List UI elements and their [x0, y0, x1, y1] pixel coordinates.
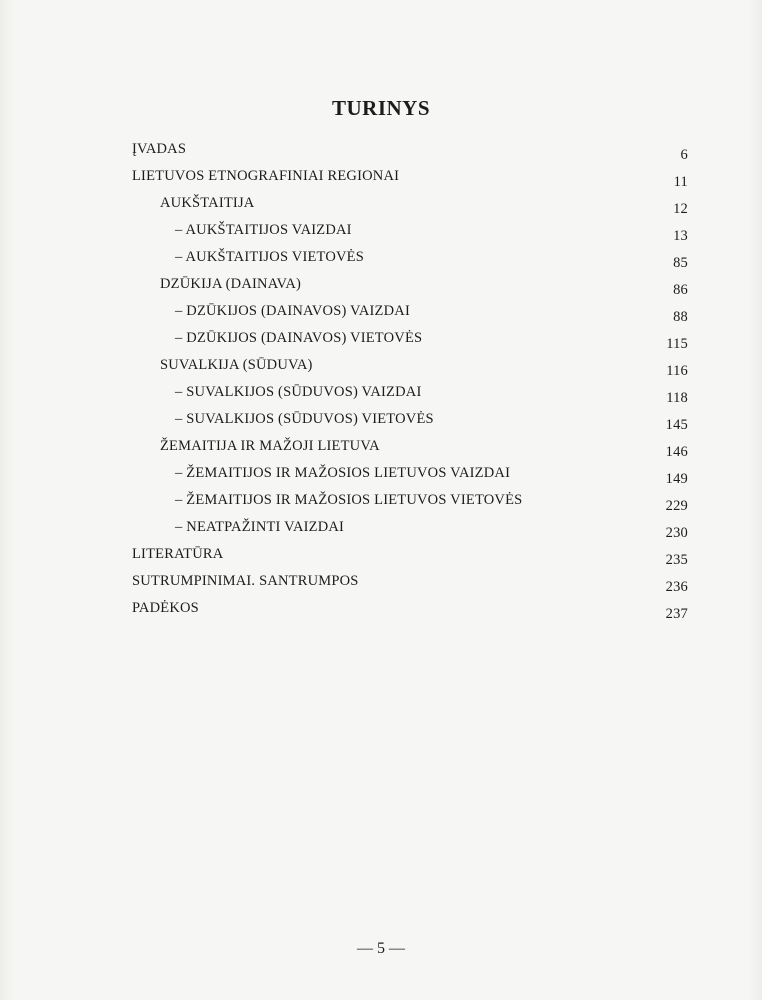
toc-entry [132, 517, 688, 544]
toc-entry-page: 145 [665, 417, 688, 433]
toc-entry-page: 237 [665, 606, 688, 622]
toc-entry-label: – SUVALKIJOS (SŪDUVOS) VIETOVĖS [175, 411, 434, 427]
toc-entry-label: LITERATŪRA [132, 546, 224, 562]
toc-entry-label: DZŪKIJA (DAINAVA) [160, 276, 302, 292]
toc-entry [132, 139, 688, 166]
toc-entry-page: 236 [665, 579, 688, 595]
toc-entry-label: – DZŪKIJOS (DAINAVOS) VAIZDAI [175, 303, 410, 319]
toc-entry-page: 88 [673, 309, 688, 325]
toc-entry-page: 86 [673, 282, 688, 298]
toc-entry [132, 220, 688, 247]
toc-entry [132, 328, 688, 355]
toc-entry-page: 85 [673, 255, 688, 271]
toc-entry-label: – SUVALKIJOS (SŪDUVOS) VAIZDAI [175, 384, 422, 400]
toc-entry [132, 166, 688, 193]
toc-entry-page: 6 [680, 147, 688, 163]
toc-entry [132, 382, 688, 409]
toc-entry-label: – AUKŠTAITIJOS VIETOVĖS [175, 249, 364, 265]
toc-entry-page: 13 [673, 228, 688, 244]
page-title: TURINYS [331, 96, 431, 120]
toc-entry [132, 436, 688, 463]
toc-entry-page: 116 [666, 363, 688, 379]
toc-entry-page: 146 [665, 444, 688, 460]
toc-entry-page: 12 [673, 201, 688, 217]
toc-entry [132, 193, 688, 220]
toc-entry [132, 598, 688, 625]
toc-entry-page: 149 [665, 471, 688, 487]
toc-entry-page: 118 [666, 390, 688, 406]
toc-entry-label: ĮVADAS [132, 141, 187, 157]
toc-entry-page: 230 [665, 525, 688, 541]
toc-entry [132, 301, 688, 328]
toc-entry-label: – ŽEMAITIJOS IR MAŽOSIOS LIETUVOS VIETOVĖS [175, 492, 523, 508]
toc-entry-page: 115 [666, 336, 688, 352]
toc-entry [132, 490, 688, 517]
toc-entry-label: PADĖKOS [132, 600, 199, 616]
toc-entry-label: AUKŠTAITIJA [160, 195, 255, 211]
toc-entry-label: SUTRUMPINIMAI. SANTRUMPOS [132, 573, 359, 589]
toc-entry-label: ŽEMAITIJA IR MAŽOJI LIETUVA [160, 438, 380, 454]
toc-entry [132, 463, 688, 490]
toc-entry [132, 544, 688, 571]
toc-entry-page: 229 [665, 498, 688, 514]
toc-entry-label: – AUKŠTAITIJOS VAIZDAI [175, 222, 352, 238]
toc-entry [132, 571, 688, 598]
toc-entry-page: 11 [673, 174, 688, 190]
toc-entry-label: – NEATPAŽINTI VAIZDAI [175, 519, 345, 535]
toc-entry-label: – ŽEMAITIJOS IR MAŽOSIOS LIETUVOS VAIZDAI [175, 465, 511, 481]
page-number: — 5 — [357, 940, 405, 957]
toc-entry [132, 355, 688, 382]
toc-entry-label: – DZŪKIJOS (DAINAVOS) VIETOVĖS [175, 330, 423, 346]
toc-entry [132, 247, 688, 274]
toc-entry [132, 409, 688, 436]
table-of-contents [132, 139, 688, 625]
toc-entry-page: 235 [665, 552, 688, 568]
toc-entry-label: LIETUVOS ETNOGRAFINIAI REGIONAI [132, 168, 400, 184]
toc-entry-label: SUVALKIJA (SŪDUVA) [160, 357, 313, 373]
toc-entry [132, 274, 688, 301]
